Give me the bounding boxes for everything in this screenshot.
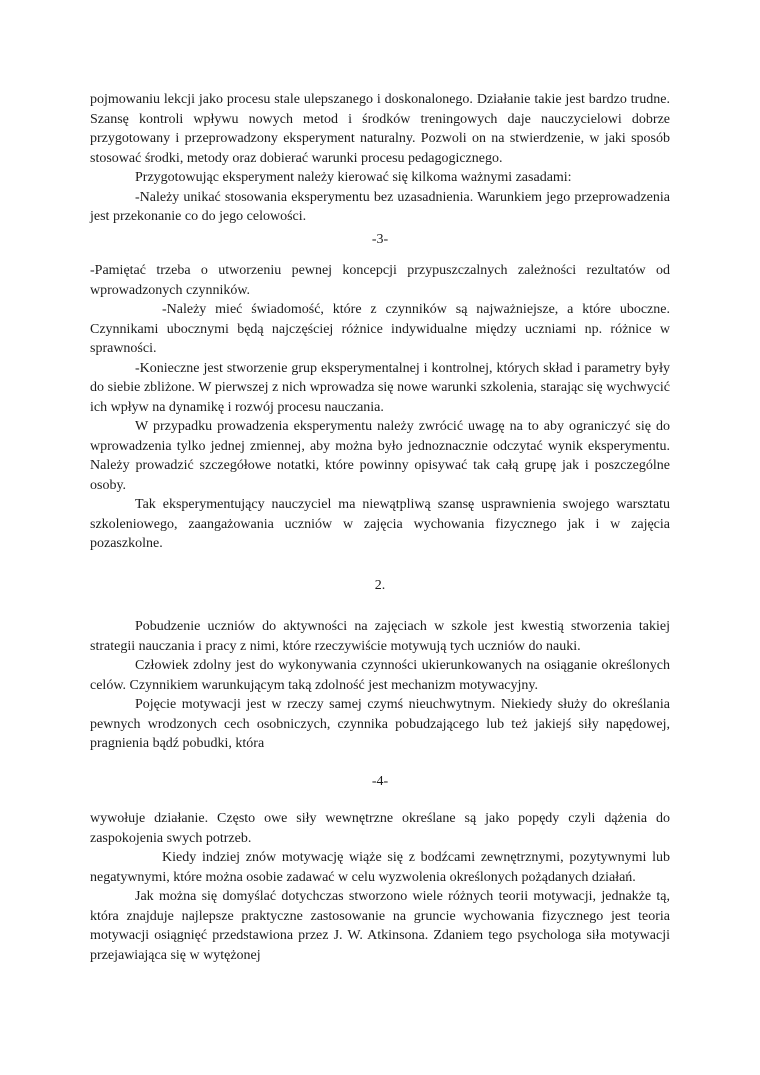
- paragraph: Przygotowując eksperyment należy kierować się kilkoma ważnymi zasadami:: [135, 170, 572, 185]
- paragraph: Pojęcie motywacji jest w rzeczy samej czymś nieuchwytnym. Niekiedy służy do określania pewnych wrodzonych cech osobniczych, czynnika pobudzającego lub też jakiejś siły napędowej, pragnienia bądź pobudki, która: [90, 697, 670, 751]
- paragraph: -Należy unikać stosowania eksperymentu bez uzasadnienia. Warunkiem jego przeprowadzenia jest przekonanie co do jego celowości.: [90, 189, 670, 224]
- paragraph: Kiedy indziej znów motywację wiąże się z bodźcami zewnętrznymi, pozytywnymi lub negatywnymi, które można osobie zadawać w celu wyzwolenia określonych pożądanych działań.: [90, 850, 670, 885]
- paragraph: pojmowaniu lekcji jako procesu stale ulepszanego i doskonalonego. Działanie takie jest bardzo trudne. Szansę kontroli wpływu nowych metod i środków treningowych daje nauczycielowi dobrze przygotowany i przeprowadzony eksperyment naturalny. Pozwoli on na stwierdzenie, w jaki sposób stosować środki, metody oraz dobierać warunki procesu pedagogicznego.: [90, 92, 670, 166]
- page-number-4: -4-: [371, 773, 389, 789]
- paragraph: Człowiek zdolny jest do wykonywania czynności ukierunkowanych na osiąganie określonych celów. Czynnikiem warunkującym taką zdolność jest mechanizm motywacyjny.: [90, 658, 670, 693]
- paragraph: Jak można się domyślać dotychczas stworzono wiele różnych teorii motywacji, jednakże tą, która znajduje najlepsze praktyczne zastosowanie na gruncie wychowania fizycznego jest teoria motywacji osiągnięć przedstawiona przez J. W. Atkinsona. Zdaniem tego psychologa siła motywacji przejawiająca się w wytężonej: [90, 889, 670, 963]
- paragraph: W przypadku prowadzenia eksperymentu należy zwrócić uwagę na to aby ograniczyć się do wprowadzenia tylko jednej zmiennej, aby można było jednoznacznie odczytać wynik eksperymentu. Należy prowadzić szczegółowe notatki, które powinny opisywać tak całą grupę jak i poszczególne osoby.: [90, 419, 670, 493]
- paragraph: -Pamiętać trzeba o utworzeniu pewnej koncepcji przypuszczalnych zależności rezultatów od wprowadzonych czynników.: [90, 263, 670, 298]
- paragraph: -Konieczne jest stworzenie grup eksperymentalnej i kontrolnej, których skład i parametry były do siebie zbliżone. W pierwszej z nich wprowadza się nowe warunki szkolenia, starając się wychwycić ich wpływ na dynamikę i rozwój procesu nauczania.: [90, 360, 670, 415]
- paragraph: Tak eksperymentujący nauczyciel ma niewątpliwą szansę usprawnienia swojego warsztatu szkoleniowego, zaangażowania uczniów w zajęcia wychowania fizycznego jak i w zajęcia pozaszkolne.: [90, 497, 670, 551]
- section-number: 2.: [374, 577, 386, 593]
- paragraph: Pobudzenie uczniów do aktywności na zajęciach w szkole jest kwestią stworzenia takiej strategii nauczania i pracy z nimi, które rzeczywiście motywują tych uczniów do nauki.: [90, 619, 670, 654]
- paragraph: -Należy mieć świadomość, które z czynników są najważniejsze, a które uboczne. Czynnikami ubocznymi będą najczęściej różnice indywidualne między uczniami np. różnice w sprawności.: [90, 302, 670, 356]
- page-number-3: -3-: [371, 231, 389, 247]
- paragraph: wywołuje działanie. Często owe siły wewnętrzne określane są jako popędy czyli dążenia do zaspokojenia swych potrzeb.: [90, 811, 670, 846]
